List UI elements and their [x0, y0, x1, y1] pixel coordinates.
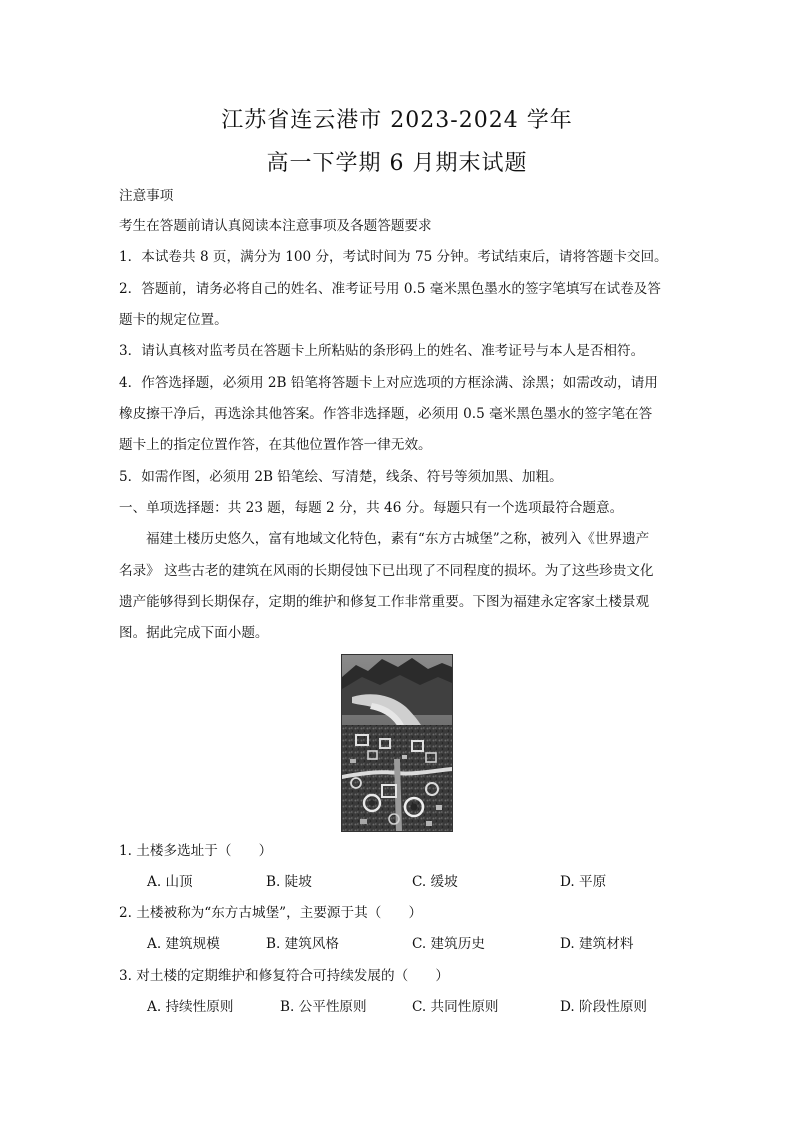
question-1-option-b: B. 陡坡	[266, 874, 312, 890]
question-1-stem: 1. 土楼多选址于（ ）	[119, 843, 273, 859]
notice-line: 考生在答题前请认真阅读本注意事项及各题答题要求	[119, 218, 432, 234]
question-2-option-b: B. 建筑风格	[266, 936, 340, 952]
notice-line: 橡皮擦干净后，再选涂其他答案。作答非选择题，必须用 0.5 毫米黑色墨水的签字笔在答	[119, 406, 653, 422]
question-2-stem: 2. 土楼被称为“东方古城堡”，主要源于其（ ）	[119, 905, 423, 921]
tulou-landscape-photo	[341, 654, 453, 832]
question-1-option-c: C. 缓坡	[412, 874, 458, 890]
question-1-option-a: A. 山顶	[147, 874, 193, 890]
passage-line: 名录》 这些古老的建筑在风雨的长期侵蚀下已出现了不同程度的损坏。为了这些珍贵文化	[119, 563, 654, 579]
notice-heading: 注意事项	[119, 188, 174, 204]
question-2-option-d: D. 建筑材料	[560, 936, 634, 952]
passage-line: 福建土楼历史悠久，富有地域文化特色，素有“东方古城堡”之称，被列入《世界遗产	[146, 531, 650, 547]
question-3-option-b: B. 公平性原则	[280, 999, 367, 1015]
notice-line: 2．答题前，请务必将自己的姓名、准考证号用 0.5 毫米黑色墨水的签字笔填写在试卷及答	[119, 281, 661, 297]
question-2-option-c: C. 建筑历史	[412, 936, 485, 952]
question-2-option-a: A. 建筑规模	[147, 936, 220, 952]
question-3-stem: 3. 对土楼的定期维护和修复符合可持续发展的（ ）	[119, 968, 449, 984]
notice-line: 题卡的规定位置。	[119, 312, 228, 328]
question-3-option-d: D. 阶段性原则	[560, 999, 648, 1015]
passage-line: 图。据此完成下面小题。	[119, 625, 269, 641]
notice-line: 题卡上的指定位置作答，在其他位置作答一律无效。	[119, 437, 432, 453]
notice-line: 1．本试卷共 8 页，满分为 100 分，考试时间为 75 分钟。考试结束后，请将答题卡交回。	[119, 249, 668, 265]
passage-line: 遗产能够得到长期保存，定期的维护和修复工作非常重要。下图为福建永定客家土楼景观	[119, 594, 650, 610]
question-1-option-d: D. 平原	[560, 874, 607, 890]
notice-line: 5．如需作图，必须用 2B 铅笔绘、写清楚，线条、符号等须加黑、加粗。	[119, 469, 563, 485]
exam-title-line1: 江苏省连云港市 2023-2024 学年	[221, 108, 573, 133]
notice-line: 4．作答选择题，必须用 2B 铅笔将答题卡上对应选项的方框涂满、涂黑；如需改动，请用	[119, 375, 658, 391]
question-3-option-c: C. 共同性原则	[412, 999, 499, 1015]
section-heading: 一、单项选择题：共 23 题，每题 2 分，共 46 分。每题只有一个选项最符合题意。	[119, 500, 624, 516]
exam-title-line2: 高一下学期 6 月期末试题	[266, 151, 528, 176]
notice-line: 3．请认真核对监考员在答题卡上所粘贴的条形码上的姓名、准考证号与本人是否相符。	[119, 343, 645, 359]
question-3-option-a: A. 持续性原则	[147, 999, 234, 1015]
